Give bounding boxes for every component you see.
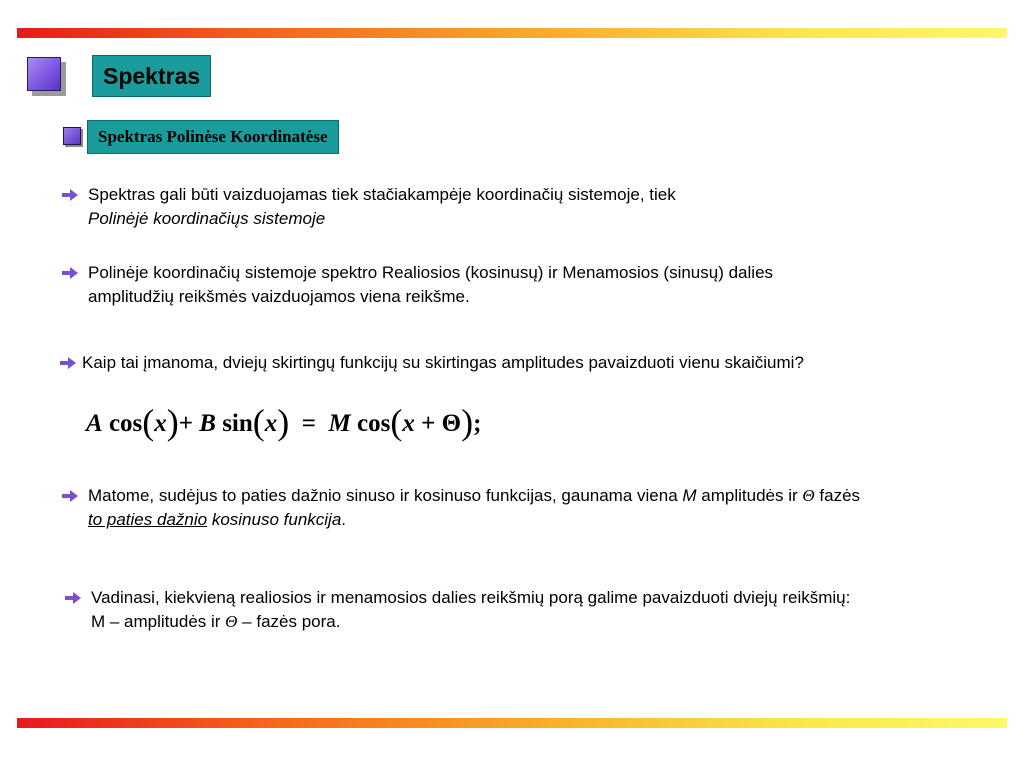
eq-x-3: x: [402, 410, 415, 437]
bullet-2: [62, 261, 773, 309]
eq-B: B: [199, 410, 216, 437]
eq-cos-2: cos: [357, 410, 391, 437]
eq-x-1: x: [154, 410, 167, 437]
bullet-3-line-1: Kaip tai įmanoma, dviejų skirtingų funkcijų su skirtingas amplitudes pavaizduoti vienu skaičiumi?: [82, 353, 804, 372]
bullet-1-line-1: Spektras gali būti vaizduojamas tiek stačiakampėje koordinačių sistemoje, tiek: [88, 185, 676, 204]
bullet-2-line-2: amplitudžių reikšmės vaizduojamos viena reikšme.: [88, 287, 470, 306]
bullet-5-line-1: Vadinasi, kiekvieną realiosios ir menamosios dalies reikšmių porą galime pavaizduoti dviejų reikšmių:: [91, 588, 851, 607]
eq-rparen-3: ): [461, 402, 474, 442]
equation: [86, 402, 481, 446]
slide-subtitle: Spektras Polinėse Koordinatėse: [87, 120, 339, 154]
subtitle-square-icon: [63, 127, 81, 145]
eq-sin: sin: [222, 410, 253, 437]
bullet-5: [65, 586, 850, 634]
eq-lparen-1: (: [142, 402, 155, 442]
bullet-4-line-2: to paties dažnio kosinuso funkcija.: [88, 510, 347, 529]
eq-rparen-1: ): [166, 402, 179, 442]
arrow-right-icon: [65, 586, 83, 610]
top-gradient-bar: [17, 28, 1007, 38]
bullet-5-line-2: M – amplitudės ir Θ – fazės pora.: [91, 612, 341, 631]
bullet-1-line-2: Polinėjė koordinačiųs sistemoje: [88, 209, 326, 228]
bullet-1: [62, 183, 676, 231]
bottom-gradient-bar: [17, 718, 1007, 728]
eq-M: M: [328, 410, 351, 437]
eq-A: A: [86, 410, 103, 437]
bullet-4: [62, 484, 860, 532]
eq-rparen-2: ): [277, 402, 290, 442]
arrow-right-icon: [62, 183, 80, 207]
bullet-3: [60, 351, 804, 375]
bullet-4-line-1: Matome, sudėjus to paties dažnio sinuso ir kosinuso funkcijas, gaunama viena M amplitudės ir Θ fazės: [88, 486, 861, 505]
title-square-icon: [27, 57, 61, 91]
eq-semicolon: ;: [473, 410, 482, 437]
eq-x-2: x: [264, 410, 278, 437]
slide-title: Spektras: [92, 55, 211, 97]
eq-theta: Θ: [441, 410, 462, 437]
eq-cos-1: cos: [108, 410, 143, 437]
eq-lparen-2: (: [252, 402, 265, 442]
arrow-right-icon: [62, 261, 80, 285]
arrow-right-icon: [62, 484, 80, 508]
eq-lparen-3: (: [390, 402, 403, 442]
eq-plus-1: +: [178, 410, 194, 437]
eq-equals: =: [301, 410, 317, 437]
arrow-right-icon: [60, 351, 78, 375]
eq-plus-2: +: [421, 410, 436, 437]
bullet-2-line-1: Polinėje koordinačių sistemoje spektro Realiosios (kosinusų) ir Menamosios (sinusų) dalies: [88, 263, 774, 282]
